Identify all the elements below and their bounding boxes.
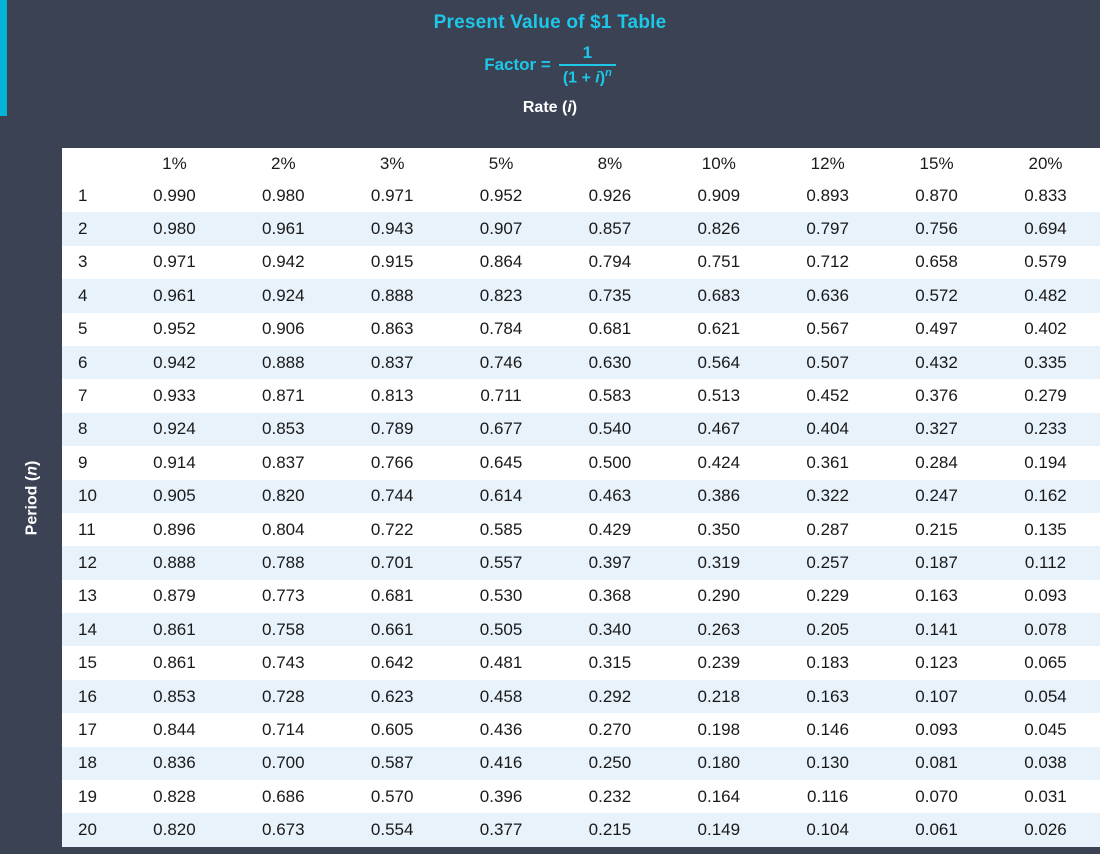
cell-factor: 0.952: [447, 179, 556, 212]
cell-period: 17: [62, 713, 120, 746]
cell-factor: 0.263: [664, 613, 773, 646]
table-row: [62, 212, 1100, 245]
cell-factor: 0.239: [664, 646, 773, 679]
cell-factor: 0.416: [447, 747, 556, 780]
cell-period: 14: [62, 613, 120, 646]
cell-factor: 0.093: [991, 580, 1100, 613]
cell-factor: 0.078: [991, 613, 1100, 646]
cell-period: 4: [62, 279, 120, 312]
cell-factor: 0.820: [229, 480, 338, 513]
cell-period: 11: [62, 513, 120, 546]
cell-factor: 0.758: [229, 613, 338, 646]
cell-factor: 0.290: [664, 580, 773, 613]
cell-factor: 0.645: [447, 446, 556, 479]
cell-factor: 0.376: [882, 379, 991, 412]
cell-factor: 0.683: [664, 279, 773, 312]
period-axis-label: [4, 148, 60, 848]
cell-factor: 0.402: [991, 313, 1100, 346]
cell-factor: 0.315: [556, 646, 665, 679]
cell-factor: 0.141: [882, 613, 991, 646]
cell-factor: 0.630: [556, 346, 665, 379]
cell-factor: 0.893: [773, 179, 882, 212]
cell-factor: 0.681: [338, 580, 447, 613]
cell-period: 7: [62, 379, 120, 412]
factor-formula: [0, 44, 1100, 87]
table-row: [62, 246, 1100, 279]
cell-factor: 0.570: [338, 780, 447, 813]
cell-period: 10: [62, 480, 120, 513]
cell-factor: 0.112: [991, 546, 1100, 579]
cell-factor: 0.397: [556, 546, 665, 579]
cell-factor: 0.971: [120, 246, 229, 279]
cell-factor: 0.135: [991, 513, 1100, 546]
cell-factor: 0.766: [338, 446, 447, 479]
cell-factor: 0.557: [447, 546, 556, 579]
cell-factor: 0.065: [991, 646, 1100, 679]
cell-factor: 0.149: [664, 813, 773, 846]
cell-factor: 0.107: [882, 680, 991, 713]
cell-factor: 0.857: [556, 212, 665, 245]
table-row: [62, 179, 1100, 212]
cell-factor: 0.826: [664, 212, 773, 245]
cell-factor: 0.233: [991, 413, 1100, 446]
cell-factor: 0.327: [882, 413, 991, 446]
cell-period: 12: [62, 546, 120, 579]
cell-factor: 0.942: [229, 246, 338, 279]
table-row: [62, 680, 1100, 713]
cell-factor: 0.677: [447, 413, 556, 446]
column-header-rate: 12%: [773, 148, 882, 179]
cell-factor: 0.711: [447, 379, 556, 412]
column-header-rate: 1%: [120, 148, 229, 179]
cell-factor: 0.700: [229, 747, 338, 780]
table-row: [62, 346, 1100, 379]
cell-factor: 0.567: [773, 313, 882, 346]
cell-factor: 0.579: [991, 246, 1100, 279]
cell-factor: 0.081: [882, 747, 991, 780]
cell-factor: 0.467: [664, 413, 773, 446]
table-row: [62, 713, 1100, 746]
cell-period: 13: [62, 580, 120, 613]
table-row: [62, 780, 1100, 813]
column-header-rate: 15%: [882, 148, 991, 179]
cell-factor: 0.961: [229, 212, 338, 245]
table-row: [62, 513, 1100, 546]
cell-factor: 0.183: [773, 646, 882, 679]
cell-period: 15: [62, 646, 120, 679]
cell-factor: 0.061: [882, 813, 991, 846]
cell-factor: 0.218: [664, 680, 773, 713]
cell-factor: 0.784: [447, 313, 556, 346]
cell-factor: 0.797: [773, 212, 882, 245]
cell-factor: 0.350: [664, 513, 773, 546]
cell-factor: 0.530: [447, 580, 556, 613]
cell-period: 19: [62, 780, 120, 813]
cell-factor: 0.038: [991, 747, 1100, 780]
cell-factor: 0.990: [120, 179, 229, 212]
formula-denominator-exponent: n: [605, 66, 612, 79]
cell-factor: 0.861: [120, 646, 229, 679]
cell-factor: 0.162: [991, 480, 1100, 513]
cell-factor: 0.377: [447, 813, 556, 846]
column-header-rate: 5%: [447, 148, 556, 179]
column-header-rate: 2%: [229, 148, 338, 179]
table-row: [62, 480, 1100, 513]
cell-factor: 0.661: [338, 613, 447, 646]
cell-factor: 0.837: [338, 346, 447, 379]
cell-period: 20: [62, 813, 120, 846]
cell-factor: 0.614: [447, 480, 556, 513]
cell-period: 5: [62, 313, 120, 346]
cell-factor: 0.247: [882, 480, 991, 513]
cell-factor: 0.463: [556, 480, 665, 513]
cell-factor: 0.482: [991, 279, 1100, 312]
cell-factor: 0.340: [556, 613, 665, 646]
cell-factor: 0.943: [338, 212, 447, 245]
cell-factor: 0.229: [773, 580, 882, 613]
cell-period: 3: [62, 246, 120, 279]
column-header-period: [62, 148, 120, 179]
cell-factor: 0.540: [556, 413, 665, 446]
table-row: [62, 446, 1100, 479]
cell-factor: 0.279: [991, 379, 1100, 412]
cell-factor: 0.952: [120, 313, 229, 346]
cell-factor: 0.746: [447, 346, 556, 379]
cell-factor: 0.914: [120, 446, 229, 479]
cell-period: 2: [62, 212, 120, 245]
cell-factor: 0.905: [120, 480, 229, 513]
cell-factor: 0.284: [882, 446, 991, 479]
cell-factor: 0.287: [773, 513, 882, 546]
cell-factor: 0.888: [120, 546, 229, 579]
cell-factor: 0.250: [556, 747, 665, 780]
cell-factor: 0.621: [664, 313, 773, 346]
cell-factor: 0.319: [664, 546, 773, 579]
cell-factor: 0.828: [120, 780, 229, 813]
formula-numerator: 1: [582, 43, 593, 62]
cell-factor: 0.386: [664, 480, 773, 513]
cell-factor: 0.844: [120, 713, 229, 746]
cell-factor: 0.215: [556, 813, 665, 846]
cell-factor: 0.980: [229, 179, 338, 212]
cell-period: 18: [62, 747, 120, 780]
cell-factor: 0.980: [120, 212, 229, 245]
cell-factor: 0.751: [664, 246, 773, 279]
cell-factor: 0.888: [338, 279, 447, 312]
cell-factor: 0.432: [882, 346, 991, 379]
cell-factor: 0.554: [338, 813, 447, 846]
cell-factor: 0.104: [773, 813, 882, 846]
table-row: [62, 646, 1100, 679]
formula-label: Factor =: [484, 55, 551, 75]
cell-factor: 0.853: [229, 413, 338, 446]
cell-factor: 0.497: [882, 313, 991, 346]
cell-factor: 0.507: [773, 346, 882, 379]
cell-factor: 0.871: [229, 379, 338, 412]
cell-factor: 0.924: [229, 279, 338, 312]
formula-denominator-close: ): [599, 69, 606, 87]
cell-factor: 0.896: [120, 513, 229, 546]
cell-factor: 0.773: [229, 580, 338, 613]
cell-factor: 0.788: [229, 546, 338, 579]
cell-factor: 0.942: [120, 346, 229, 379]
cell-factor: 0.794: [556, 246, 665, 279]
cell-factor: 0.198: [664, 713, 773, 746]
cell-factor: 0.924: [120, 413, 229, 446]
cell-factor: 0.031: [991, 780, 1100, 813]
cell-factor: 0.744: [338, 480, 447, 513]
cell-factor: 0.933: [120, 379, 229, 412]
table-row: [62, 413, 1100, 446]
period-label-text: Period (: [23, 475, 41, 536]
cell-period: 6: [62, 346, 120, 379]
cell-factor: 0.270: [556, 713, 665, 746]
cell-factor: 0.452: [773, 379, 882, 412]
cell-factor: 0.694: [991, 212, 1100, 245]
cell-factor: 0.404: [773, 413, 882, 446]
rate-header-text: Rate (: [522, 98, 568, 116]
cell-factor: 0.513: [664, 379, 773, 412]
cell-factor: 0.481: [447, 646, 556, 679]
cell-factor: 0.658: [882, 246, 991, 279]
formula-denominator: [559, 66, 616, 87]
cell-factor: 0.714: [229, 713, 338, 746]
cell-factor: 0.587: [338, 747, 447, 780]
cell-factor: 0.864: [447, 246, 556, 279]
cell-factor: 0.863: [338, 313, 447, 346]
cell-factor: 0.205: [773, 613, 882, 646]
cell-factor: 0.335: [991, 346, 1100, 379]
cell-factor: 0.879: [120, 580, 229, 613]
period-label-close: ): [23, 460, 41, 466]
cell-factor: 0.735: [556, 279, 665, 312]
cell-factor: 0.915: [338, 246, 447, 279]
cell-factor: 0.583: [556, 379, 665, 412]
rate-header-label: [0, 99, 1100, 117]
cell-factor: 0.722: [338, 513, 447, 546]
cell-factor: 0.026: [991, 813, 1100, 846]
cell-factor: 0.232: [556, 780, 665, 813]
cell-factor: 0.907: [447, 212, 556, 245]
table-header: [62, 148, 1100, 179]
cell-factor: 0.322: [773, 480, 882, 513]
rate-header-var: i: [567, 98, 572, 116]
cell-factor: 0.054: [991, 680, 1100, 713]
cell-factor: 0.673: [229, 813, 338, 846]
cell-factor: 0.215: [882, 513, 991, 546]
cell-factor: 0.070: [882, 780, 991, 813]
cell-factor: 0.564: [664, 346, 773, 379]
table-row: [62, 580, 1100, 613]
cell-factor: 0.093: [882, 713, 991, 746]
cell-factor: 0.961: [120, 279, 229, 312]
formula-denominator-var: i: [595, 69, 600, 87]
cell-factor: 0.701: [338, 546, 447, 579]
cell-factor: 0.429: [556, 513, 665, 546]
cell-factor: 0.146: [773, 713, 882, 746]
rate-header-close: ): [571, 98, 578, 116]
cell-factor: 0.505: [447, 613, 556, 646]
cell-factor: 0.712: [773, 246, 882, 279]
cell-factor: 0.853: [120, 680, 229, 713]
table-row: [62, 613, 1100, 646]
cell-factor: 0.836: [120, 747, 229, 780]
table-row: [62, 279, 1100, 312]
cell-factor: 0.572: [882, 279, 991, 312]
cell-factor: 0.756: [882, 212, 991, 245]
column-header-rate: 8%: [556, 148, 665, 179]
column-header-rate: 10%: [664, 148, 773, 179]
cell-factor: 0.163: [773, 680, 882, 713]
cell-factor: 0.789: [338, 413, 447, 446]
accent-bar: [0, 0, 7, 116]
cell-factor: 0.636: [773, 279, 882, 312]
cell-factor: 0.837: [229, 446, 338, 479]
cell-factor: 0.368: [556, 580, 665, 613]
cell-factor: 0.130: [773, 747, 882, 780]
cell-period: 9: [62, 446, 120, 479]
cell-factor: 0.642: [338, 646, 447, 679]
cell-factor: 0.971: [338, 179, 447, 212]
cell-factor: 0.045: [991, 713, 1100, 746]
cell-factor: 0.861: [120, 613, 229, 646]
table-row: [62, 379, 1100, 412]
cell-factor: 0.623: [338, 680, 447, 713]
table-body: [62, 179, 1100, 847]
cell-factor: 0.585: [447, 513, 556, 546]
cell-period: 8: [62, 413, 120, 446]
cell-factor: 0.458: [447, 680, 556, 713]
cell-factor: 0.681: [556, 313, 665, 346]
table-row: [62, 813, 1100, 846]
cell-factor: 0.257: [773, 546, 882, 579]
present-value-table-container: [62, 148, 1100, 847]
cell-factor: 0.123: [882, 646, 991, 679]
cell-factor: 0.163: [882, 580, 991, 613]
formula-denominator-open: (1 +: [562, 69, 596, 87]
cell-factor: 0.833: [991, 179, 1100, 212]
formula-fraction: [559, 44, 616, 87]
column-header-rate: 3%: [338, 148, 447, 179]
present-value-table: [62, 148, 1100, 847]
table-row: [62, 546, 1100, 579]
cell-factor: 0.906: [229, 313, 338, 346]
cell-factor: 0.187: [882, 546, 991, 579]
cell-factor: 0.605: [338, 713, 447, 746]
cell-factor: 0.396: [447, 780, 556, 813]
cell-factor: 0.870: [882, 179, 991, 212]
cell-factor: 0.500: [556, 446, 665, 479]
table-header-row: [62, 148, 1100, 179]
cell-factor: 0.164: [664, 780, 773, 813]
cell-factor: 0.743: [229, 646, 338, 679]
period-label-var: n: [23, 465, 41, 476]
cell-period: 16: [62, 680, 120, 713]
cell-factor: 0.888: [229, 346, 338, 379]
cell-factor: 0.820: [120, 813, 229, 846]
cell-factor: 0.116: [773, 780, 882, 813]
table-row: [62, 747, 1100, 780]
cell-factor: 0.292: [556, 680, 665, 713]
page-title: Present Value of $1 Table: [433, 12, 667, 33]
cell-factor: 0.728: [229, 680, 338, 713]
cell-factor: 0.823: [447, 279, 556, 312]
cell-factor: 0.194: [991, 446, 1100, 479]
cell-factor: 0.909: [664, 179, 773, 212]
cell-factor: 0.926: [556, 179, 665, 212]
cell-period: 1: [62, 179, 120, 212]
cell-factor: 0.180: [664, 747, 773, 780]
cell-factor: 0.436: [447, 713, 556, 746]
cell-factor: 0.424: [664, 446, 773, 479]
table-row: [62, 313, 1100, 346]
cell-factor: 0.804: [229, 513, 338, 546]
cell-factor: 0.813: [338, 379, 447, 412]
column-header-rate: 20%: [991, 148, 1100, 179]
cell-factor: 0.361: [773, 446, 882, 479]
cell-factor: 0.686: [229, 780, 338, 813]
